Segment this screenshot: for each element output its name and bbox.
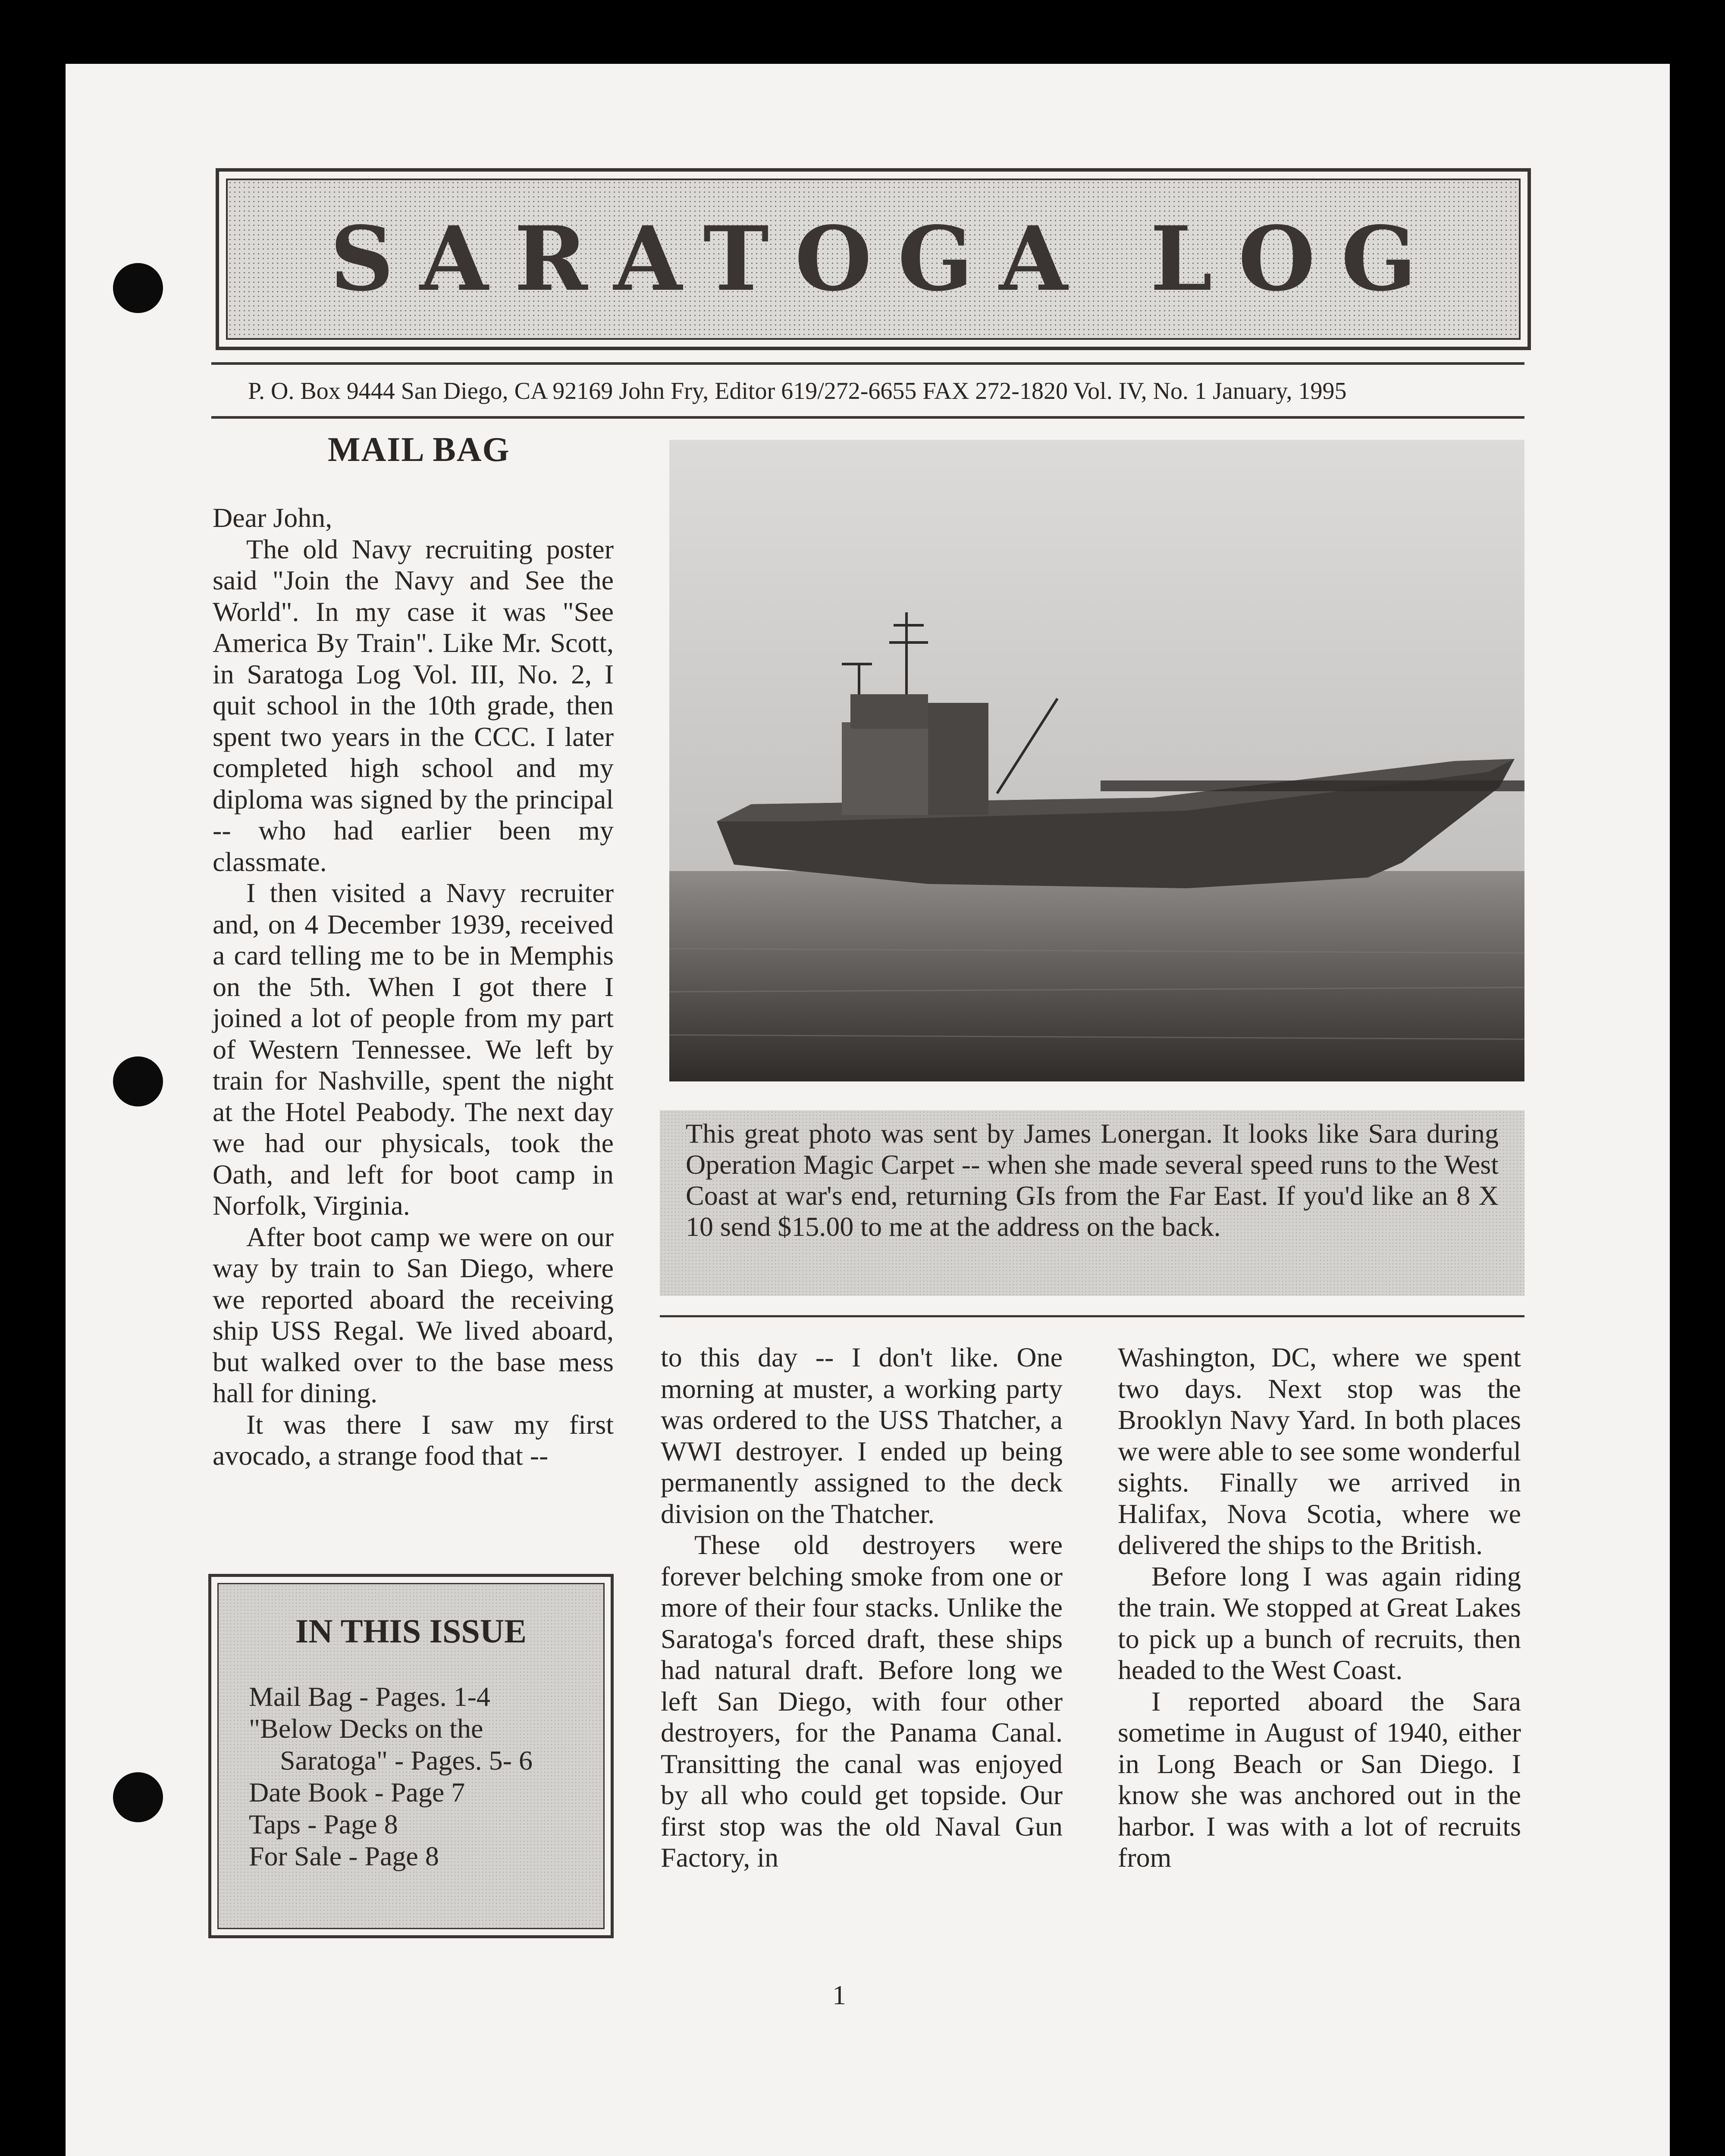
issue-item: For Sale - Page 8 <box>249 1841 439 1871</box>
divider <box>211 416 1524 419</box>
divider <box>211 362 1524 365</box>
article-column-1 <box>213 502 614 1472</box>
masthead-title: SARATOGA LOG <box>330 207 1443 311</box>
ship-photo <box>669 440 1524 1081</box>
salutation: Dear John, <box>213 502 332 533</box>
binder-hole <box>113 1772 163 1822</box>
divider <box>660 1315 1524 1317</box>
photo-caption: This great photo was sent by James Lonergan. It looks like Sara during Operation Magic Carpet -- when she made several speed runs to the West Coast at war's end, returning GIs from the Far East. If you'd like an 8 X 10 send $15.00 to me at the address on the back. <box>660 1110 1524 1296</box>
article-column-3 <box>1118 1342 1521 1874</box>
mail-bag-heading: MAIL BAG <box>328 431 510 469</box>
page-number: 1 <box>832 1980 846 2010</box>
binder-hole <box>113 1056 163 1106</box>
issue-item: Saratoga" - Pages. 5- 6 <box>280 1745 533 1776</box>
binder-hole <box>113 263 163 313</box>
masthead <box>216 168 1531 350</box>
article-column-2 <box>661 1342 1063 1874</box>
in-this-issue-box <box>208 1574 614 1938</box>
article-paragraph: I then visited a Navy recruiter and, on 4 December 1939, received a card telling me to be in Memphis on the 5th. When I got there I joined a lot of people from my part of Western Tennessee. We left by train for Nashville, spent the night at the Hotel Peabody. The next day we had our physicals, took the Oath, and left for boot camp in Norfolk, Virginia. <box>213 877 614 1221</box>
publication-info-line: P. O. Box 9444 San Diego, CA 92169 John Fry, Editor 619/272-6655 FAX 272-1820 Vol. IV, No. 1 January, 1995 <box>248 378 1347 404</box>
article-paragraph: The old Navy recruiting poster said "Join the Navy and See the World". In my case it was "See America By Train". Like Mr. Scott, in Saratoga Log Vol. III, No. 2, I quit school in the 10th grade, then spent two years in the CCC. I later completed high school and my diploma was signed by the principal -- who had earlier been my classmate. <box>213 533 614 877</box>
issue-item: Taps - Page 8 <box>249 1809 398 1839</box>
issue-item: "Below Decks on the <box>249 1713 483 1744</box>
article-paragraph: After boot camp we were on our way by train to San Diego, where we reported aboard the receiving ship USS Regal. We lived aboard, but walked over to the base mess hall for dining. <box>213 1221 614 1408</box>
article-paragraph: These old destroyers were forever belching smoke from one or more of their four stacks. Unlike the Saratoga's forced draft, these ships had natural draft. Before long we left San Diego, with four other destroyers, for the Panama Canal. Transitting the canal was enjoyed by all who could get topside. Our first stop was the old Naval Gun Factory, in <box>661 1529 1063 1873</box>
article-paragraph: Before long I was again riding the train. We stopped at Great Lakes to pick up a bunch of recruits, then headed to the West Coast. <box>1118 1561 1521 1685</box>
article-paragraph: I reported aboard the Sara sometime in August of 1940, either in Long Beach or San Diego. I know she was anchored out in the harbor. I was with a lot of recruits from <box>1118 1686 1521 1873</box>
article-paragraph: It was there I saw my first avocado, a strange food that -- <box>213 1409 614 1471</box>
article-paragraph: Washington, DC, where we spent two days. Next stop was the Brooklyn Navy Yard. In both places we were able to see some wonderful sights. Finally we arrived in Halifax, Nova Scotia, where we delivered the ships to the British. <box>1118 1342 1521 1560</box>
in-this-issue-title: IN THIS ISSUE <box>295 1612 527 1650</box>
issue-item: Date Book - Page 7 <box>249 1777 465 1808</box>
article-paragraph: to this day -- I don't like. One morning at muster, a working party was ordered to the USS Thatcher, a WWI destroyer. I ended up being permanently assigned to the deck division on the Thatcher. <box>661 1342 1063 1529</box>
issue-item: Mail Bag - Pages. 1-4 <box>249 1681 490 1712</box>
